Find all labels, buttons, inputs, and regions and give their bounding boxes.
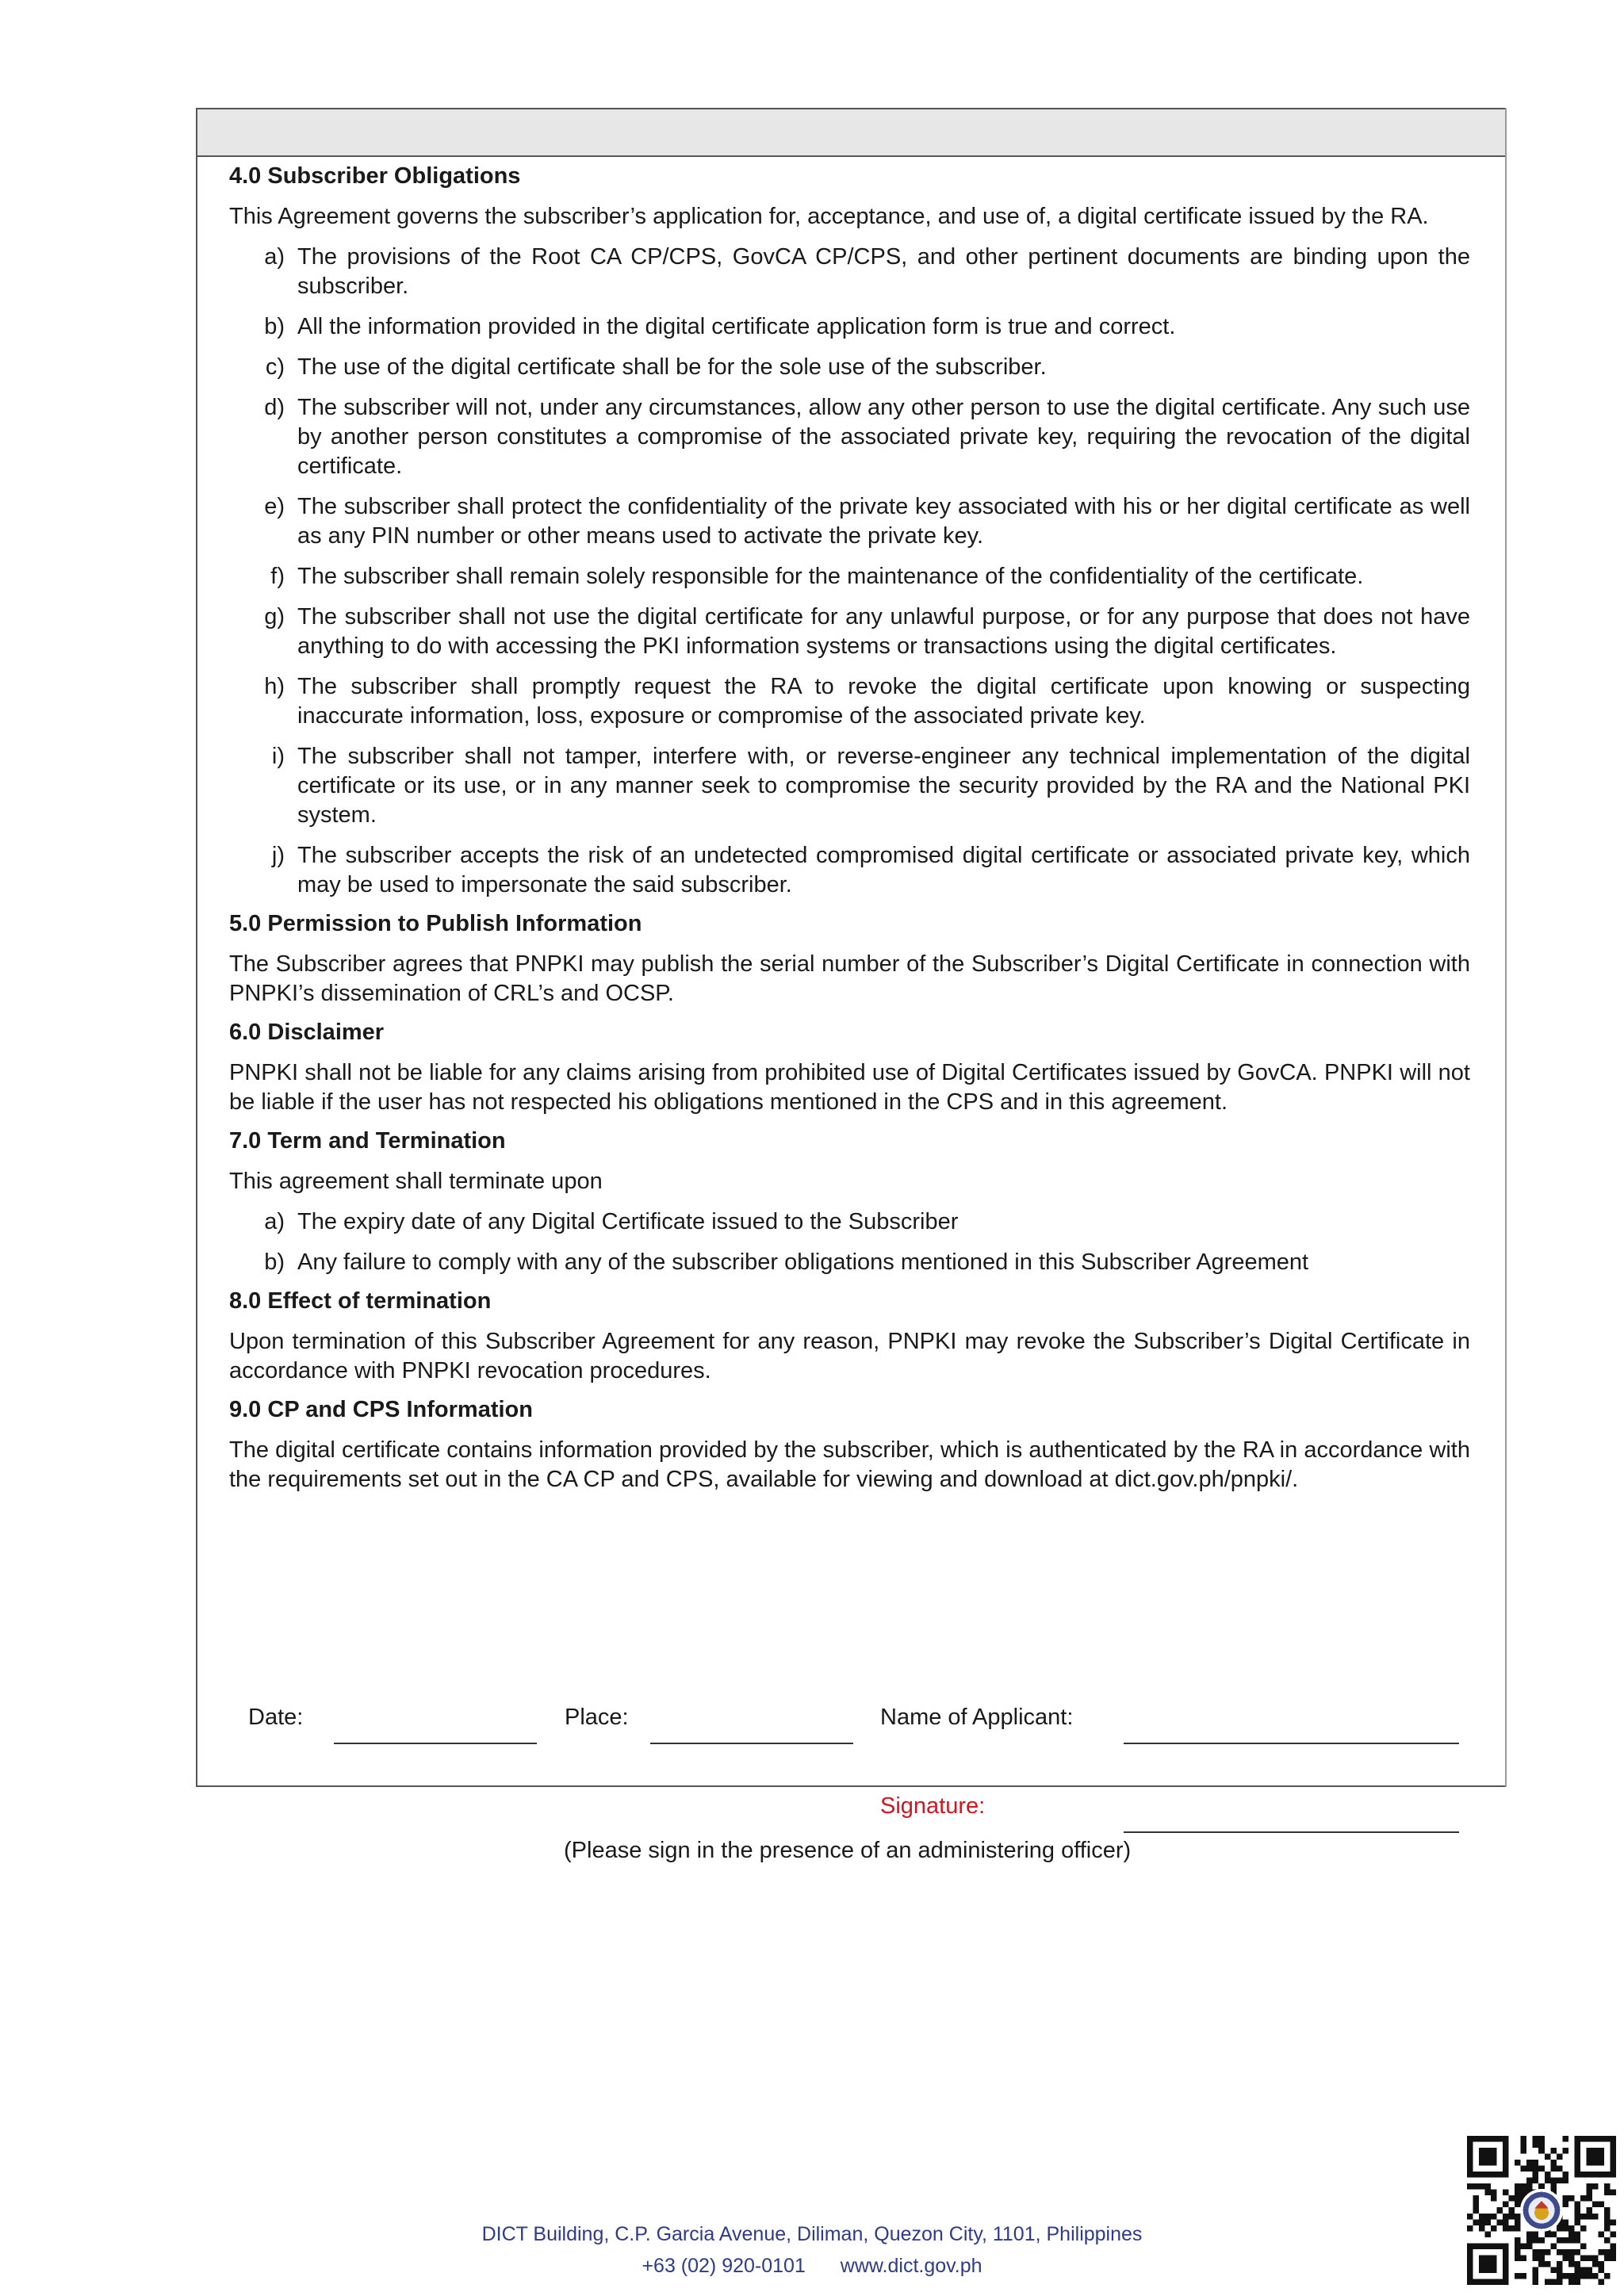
section-8-body: Upon termination of this Subscriber Agreement for any reason, PNPKI may revoke the Subscriber’s Digital Certificate in accordance with PNPKI revocation procedures. bbox=[229, 1329, 1470, 1383]
list-item-text: The provisions of the Root CA CP/CPS, GovCA CP/CPS, and other pertinent documents are binding upon the subscriber. bbox=[297, 244, 1470, 299]
list-marker: c) bbox=[265, 354, 285, 380]
applicant-name-field-line[interactable] bbox=[1124, 1743, 1459, 1744]
section-7-list bbox=[229, 1207, 1470, 1277]
list-item bbox=[229, 1248, 1470, 1277]
list-item-text: The subscriber shall not tamper, interfere with, or reverse-engineer any technical implementation of the digital certificate or its use, or in any manner seek to compromise the security provided by the RA and the National PKI system. bbox=[297, 744, 1470, 828]
list-marker: b) bbox=[264, 1249, 285, 1275]
list-item-text: The subscriber shall not use the digital certificate for any unlawful purpose, or for any purpose that does not have anything to do with accessing the PKI information systems or transactions using the digital certificates. bbox=[297, 604, 1470, 659]
list-marker: f) bbox=[270, 564, 285, 589]
list-item bbox=[229, 393, 1470, 481]
section-6-heading: 6.0 Disclaimer bbox=[229, 1020, 385, 1045]
list-marker: g) bbox=[264, 604, 285, 629]
section-7-heading: 7.0 Term and Termination bbox=[229, 1128, 506, 1154]
list-marker: e) bbox=[264, 494, 285, 519]
list-marker: a) bbox=[264, 244, 285, 270]
agreement-frame bbox=[196, 108, 1507, 1863]
list-marker: a) bbox=[264, 1209, 285, 1234]
applicant-name-label: Name of Applicant: bbox=[880, 1705, 1074, 1730]
signature-label: Signature: bbox=[880, 1793, 986, 1819]
list-marker: b) bbox=[264, 314, 285, 339]
signature-field-line[interactable] bbox=[1124, 1831, 1459, 1833]
date-field-line[interactable] bbox=[334, 1743, 537, 1744]
list-item bbox=[229, 1207, 1470, 1237]
list-item-text: The use of the digital certificate shall be for the sole use of the subscriber. bbox=[297, 354, 1047, 380]
list-item-text: The subscriber shall promptly request the RA to revoke the digital certificate upon knowing or suspecting inaccurate information, loss, exposure or compromise of the associated private key. bbox=[297, 674, 1470, 729]
list-item-text: The subscriber accepts the risk of an undetected compromised digital certificate or associated private key, which may be used to impersonate the said subscriber. bbox=[297, 843, 1470, 897]
section-5-body: The Subscriber agrees that PNPKI may publish the serial number of the Subscriber’s Digital Certificate in connection with PNPKI’s dissemination of CRL’s and OCSP. bbox=[229, 951, 1470, 1006]
list-item bbox=[229, 841, 1470, 900]
list-item-text: The subscriber shall remain solely responsible for the maintenance of the confidentiality of the certificate. bbox=[297, 564, 1364, 589]
qr-code-icon bbox=[1467, 2136, 1616, 2285]
place-field-line[interactable] bbox=[650, 1743, 853, 1744]
list-item bbox=[229, 312, 1470, 342]
list-item-text: All the information provided in the digital certificate application form is true and correct. bbox=[297, 314, 1176, 339]
section-5-heading: 5.0 Permission to Publish Information bbox=[229, 911, 642, 936]
footer-phone: +63 (02) 920-0101 bbox=[642, 2255, 806, 2277]
signature-block bbox=[197, 1603, 1508, 1863]
list-item bbox=[229, 672, 1470, 731]
list-item bbox=[229, 742, 1470, 830]
list-item bbox=[229, 603, 1470, 661]
list-item bbox=[229, 353, 1470, 382]
section-4-list bbox=[229, 243, 1470, 900]
list-item bbox=[229, 243, 1470, 301]
footer-contact bbox=[0, 2255, 1624, 2278]
list-item bbox=[229, 492, 1470, 551]
agreement-content bbox=[229, 162, 1470, 1494]
section-4-heading: 4.0 Subscriber Obligations bbox=[229, 163, 521, 189]
list-item-text: Any failure to comply with any of the subscriber obligations mentioned in this Subscriber Agreement bbox=[297, 1249, 1309, 1275]
section-4-intro: This Agreement governs the subscriber’s application for, acceptance, and use of, a digital certificate issued by the RA. bbox=[229, 204, 1429, 229]
list-item-text: The subscriber shall protect the confidentiality of the private key associated with his or her digital certificate as well as any PIN number or other means used to activate the private key. bbox=[297, 494, 1470, 549]
frame-right-edge bbox=[1505, 108, 1507, 1787]
place-label: Place: bbox=[565, 1705, 629, 1730]
footer-address: DICT Building, C.P. Garcia Avenue, Diliman, Quezon City, 1101, Philippines bbox=[481, 2223, 1143, 2245]
list-marker: h) bbox=[264, 674, 285, 699]
section-7-intro: This agreement shall terminate upon bbox=[229, 1169, 603, 1194]
list-marker: j) bbox=[271, 843, 285, 868]
list-item bbox=[229, 562, 1470, 591]
section-8-heading: 8.0 Effect of termination bbox=[229, 1288, 492, 1314]
footer-website[interactable]: www.dict.gov.ph bbox=[840, 2255, 982, 2277]
list-marker: i) bbox=[271, 744, 285, 769]
section-9-body: The digital certificate contains information provided by the subscriber, which is authenticated by the RA in accordance with the requirements set out in the CA CP and CPS, available for viewing and download at dict.gov.ph/pnpki/. bbox=[229, 1437, 1470, 1492]
signing-note: (Please sign in the presence of an administering officer) bbox=[564, 1838, 1132, 1863]
list-marker: d) bbox=[264, 395, 285, 420]
list-item-text: The expiry date of any Digital Certificate issued to the Subscriber bbox=[297, 1209, 959, 1234]
section-6-body: PNPKI shall not be liable for any claims arising from prohibited use of Digital Certificates issued by GovCA. PNPKI will not be liable if the user has not respected his obligations mentioned in the CPS and in this agreement. bbox=[229, 1060, 1470, 1115]
date-label: Date: bbox=[248, 1705, 304, 1730]
table-header-band bbox=[197, 109, 1505, 157]
list-item-text: The subscriber will not, under any circumstances, allow any other person to use the digital certificate. Any such use by another person constitutes a compromise of the associated private key, requiring the revocation of the digital certificate. bbox=[297, 395, 1470, 479]
section-9-heading: 9.0 CP and CPS Information bbox=[229, 1397, 533, 1422]
